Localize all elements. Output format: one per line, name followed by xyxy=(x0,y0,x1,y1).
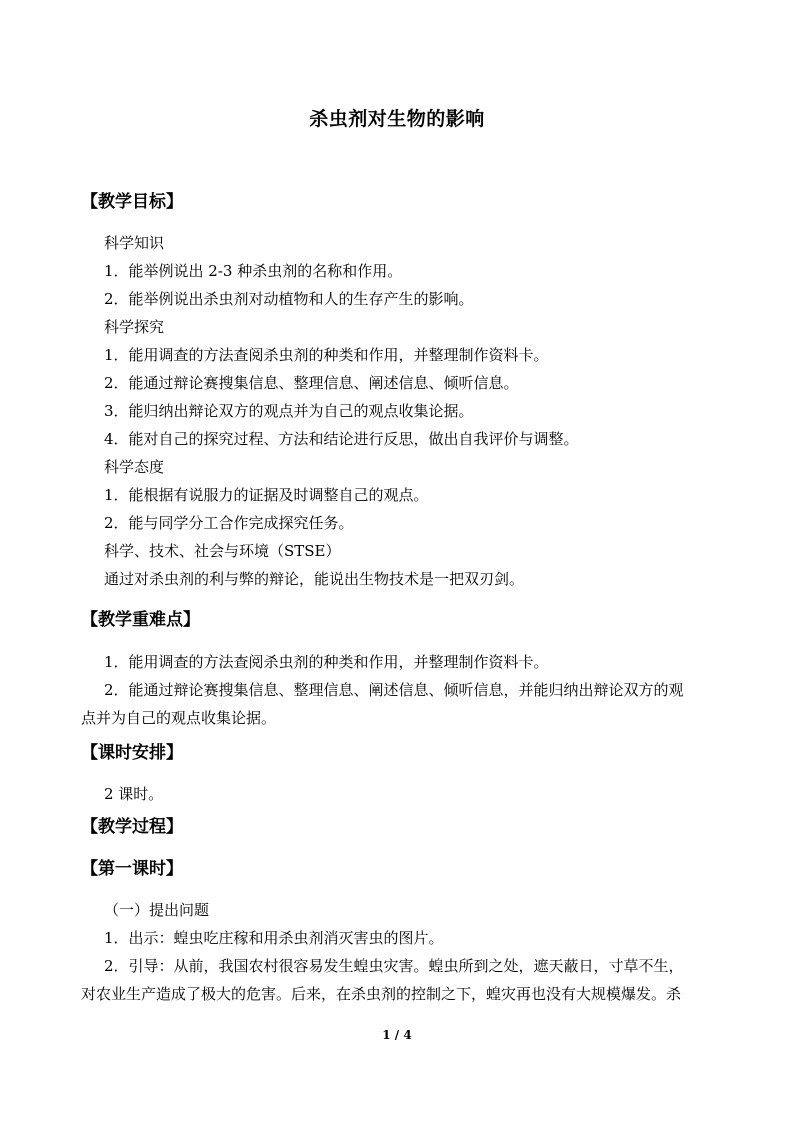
lesson1-subheading: （一）提出问题 xyxy=(104,901,210,919)
goals-line: 1．能举例说出 2-3 种杀虫剂的名称和作用。 xyxy=(104,262,403,280)
section-heading-goals: 【教学目标】 xyxy=(81,192,183,212)
page-title: 杀虫剂对生物的影响 xyxy=(309,108,485,130)
goals-line: 4．能对自己的探究过程、方法和结论进行反思，做出自我评价与调整。 xyxy=(104,430,579,448)
goals-line: 2．能与同学分工合作完成探究任务。 xyxy=(104,514,354,532)
goals-line: 科学知识 xyxy=(104,234,165,252)
goals-line: 通过对杀虫剂的利与弊的辩论，能说出生物技术是一把双刃剑。 xyxy=(104,570,525,588)
key-points-line: 点并为自己的观点收集论据。 xyxy=(81,709,277,727)
lesson1-line: 1．出示：蝗虫吃庄稼和用杀虫剂消灭害虫的图片。 xyxy=(104,929,444,947)
section-heading-key-points: 【教学重难点】 xyxy=(81,610,200,630)
page-number: 1 / 4 xyxy=(382,1028,412,1042)
key-points-line: 2．能通过辩论赛搜集信息、整理信息、阐述信息、倾听信息，并能归纳出辩论双方的观 xyxy=(104,681,684,699)
goals-line: 1．能用调查的方法查阅杀虫剂的种类和作用，并整理制作资料卡。 xyxy=(104,346,549,364)
section-heading-schedule: 【课时安排】 xyxy=(81,743,183,763)
goals-line: 科学探究 xyxy=(104,318,165,336)
goals-line: 科学态度 xyxy=(104,458,165,476)
key-points-line: 1．能用调查的方法查阅杀虫剂的种类和作用，并整理制作资料卡。 xyxy=(104,653,549,671)
goals-line: 科学、技术、社会与环境（STSE） xyxy=(104,542,341,560)
goals-line: 1．能根据有说服力的证据及时调整自己的观点。 xyxy=(104,486,429,504)
lesson1-line: 对农业生产造成了极大的危害。后来，在杀虫剂的控制之下，蝗灾再也没有大规模爆发。杀 xyxy=(81,985,682,1003)
goals-line: 2．能举例说出杀虫剂对动植物和人的生存产生的影响。 xyxy=(104,290,474,308)
schedule-text: 2 课时。 xyxy=(104,785,164,803)
lesson1-line: 2．引导：从前，我国农村很容易发生蝗虫灾害。蝗虫所到之处，遮天蔽日，寸草不生， xyxy=(104,957,684,975)
goals-line: 2．能通过辩论赛搜集信息、整理信息、阐述信息、倾听信息。 xyxy=(104,374,519,392)
goals-line: 3．能归纳出辩论双方的观点并为自己的观点收集论据。 xyxy=(104,402,474,420)
section-heading-process: 【教学过程】 xyxy=(81,817,183,837)
section-heading-lesson1: 【第一课时】 xyxy=(81,859,183,879)
